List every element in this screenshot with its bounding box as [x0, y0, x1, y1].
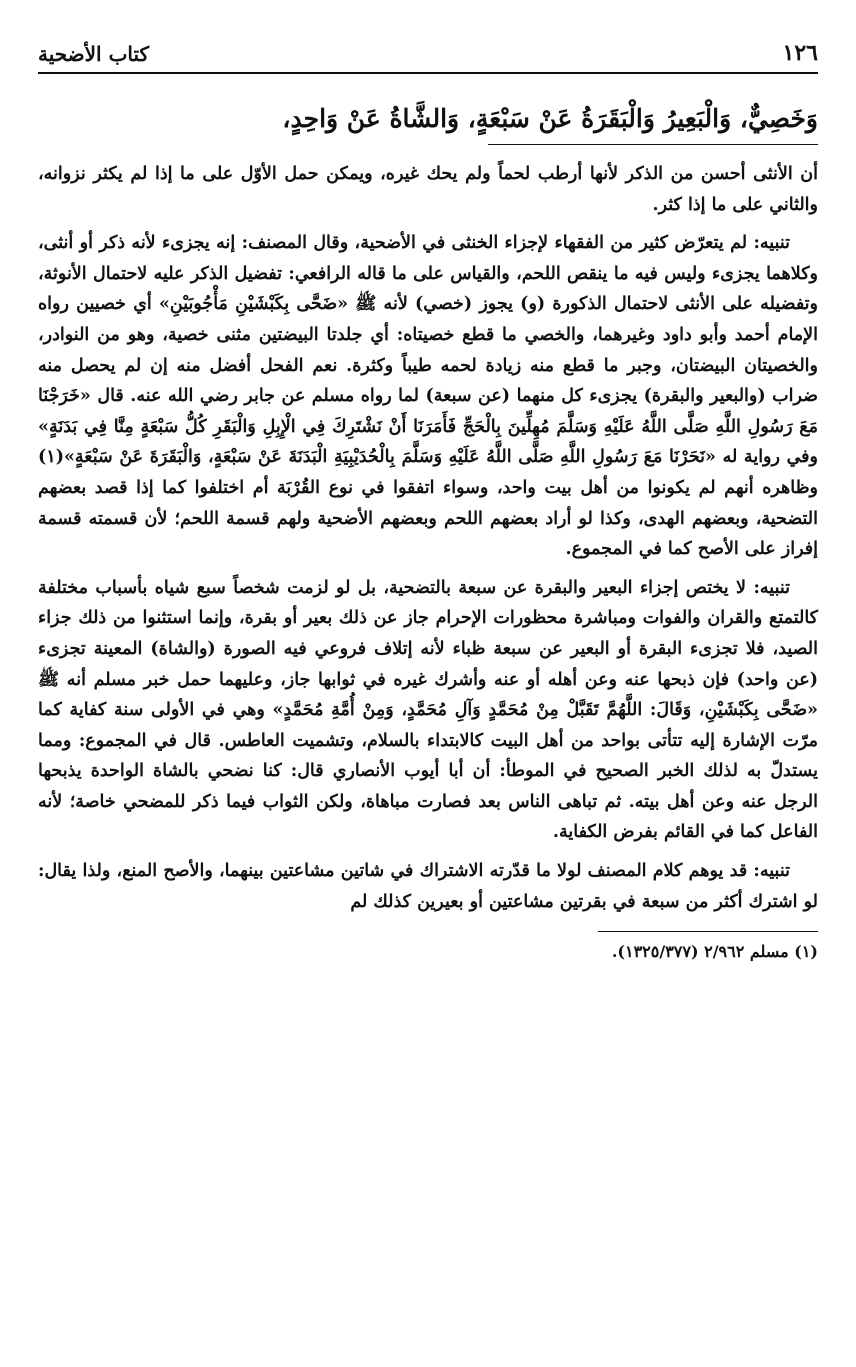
commentary-paragraph-3: تنبيه: لا يختص إجزاء البعير والبقرة عن سبعة بالتضحية، بل لو لزمت شخصاً سبع شياه بأسباب مختلفة كالتمتع والقران والفوات ومباشرة محظورات الإحرام جاز عن ذلك بعير أو بقرة، وإنما استثنوا من ذلك جزاء الصيد، فلا تجزىء البقرة أو البعير عن سبعة ظباء لأنه إتلاف فروعي فيه الصورة (والشاة) المعينة تجزىء (عن واحد) فإن ذبحها عنه وعن أهله أو عنه وأشرك غيره في ثوابها جاز، وعليهما حمل خبر مسلم أنه ﷺ «ضَحَّى بِكَبْشَيْنِ، وَقَالَ: اللَّهُمَّ تَقَبَّلْ مِنْ مُحَمَّدٍ وَآلِ مُحَمَّدٍ، وَمِنْ أُمَّةِ مُحَمَّدٍ» وهي في الأولى سنة كفاية كما مرّت الإشارة إليه تتأتى بواحد من أهل البيت كالابتداء بالسلام، وتشميت العاطس. قال في المجموع: ومما يستدلّ به لذلك الخبر الصحيح في الموطأ: أن أبا أيوب الأنصاري قال: كنا نضحي بالشاة الواحدة يذبحها الرجل عنه وعن أهل بيته. ثم تباهى الناس بعد فصارت مباهاة، ولكن الثواب فيما ذكر للمضحي خاصة؛ لأنه الفاعل كما في القائم بفرض الكفاية. — [38, 577, 818, 843]
commentary-paragraph-4: تنبيه: قد يوهم كلام المصنف لولا ما قدّرته الاشتراك في شاتين مشاعتين بينهما، والأصح المنع، ولذا يقال: لو اشترك أكثر من سبعة في بقرتين مشاعتين أو بعيرين كذلك لم — [38, 861, 818, 912]
matn-divider — [488, 144, 818, 145]
running-header — [38, 40, 818, 74]
page-number: ١٢٦ — [782, 40, 818, 66]
matn-block — [38, 96, 818, 145]
commentary-paragraph-2: تنبيه: لم يتعرّض كثير من الفقهاء لإجزاء الخنثى في الأضحية، وقال المصنف: إنه يجزىء لأنه ذكر أو أنثى، وكلاهما يجزىء وليس فيه ما ينقص اللحم، والقياس على ما قاله الرافعي: تفضيل الذكر عليه لاحتمال الأنوثة، وتفضيله على الأنثى لاحتمال الذكورة (و) يجوز (خصي) لأنه ﷺ «ضَحَّى بِكَبْشَيْنِ مَأْجُوبَيْنِ» أي خصيين رواه الإمام أحمد وأبو داود وغيرهما، والخصي ما قطع خصيتاه: أي جلدتا البيضتين مثنى خصية، وهو من النوادر، والخصيتان البيضتان، وجبر ما قطع منه زيادة لحمه طيباً وكثرة. نعم الفحل أفضل منه إن لم يحصل منه ضراب (والبعير والبقرة) يجزىء كل منهما (عن سبعة) لما رواه مسلم عن جابر رضي الله عنه. قال «خَرَجْنَا مَعَ رَسُولِ اللَّهِ صَلَّى اللَّهُ عَلَيْهِ وَسَلَّمَ مُهِلِّينَ بِالْحَجِّ فَأَمَرَنَا أَنْ نَشْتَرِكَ فِي الْإِبِلِ وَالْبَقَرِ كُلُّ سَبْعَةٍ مِنَّا فِي بَدَنَةٍ» وفي رواية له «نَحَرْنَا مَعَ رَسُولِ اللَّهِ صَلَّى اللَّهُ عَلَيْهِ وَسَلَّمَ بِالْحُدَيْبِيَةِ الْبَدَنَةَ عَنْ سَبْعَةٍ، وَالْبَقَرَةَ عَنْ سَبْعَةٍ»(١) وظاهره أنهم لم يكونوا من أهل بيت واحد، وسواء اتفقوا في نوع القُرْبَة أم اختلفوا كما إذا قصد بعضهم التضحية، وبعضهم الهدى، وكذا لو أراد بعضهم اللحم وبعضهم الأضحية ولهم قسمة اللحم؛ لأن قسمته قسمة إفراز على الأصح كما في المجموع. — [38, 233, 818, 560]
matn-text: وَخَصِيٌّ، وَالْبَعِيرُ وَالْبَقَرَةُ عَنْ سَبْعَةٍ، وَالشَّاةُ عَنْ وَاحِدٍ، — [282, 104, 818, 133]
footnote-divider — [598, 931, 818, 932]
commentary-paragraph-1: أن الأنثى أحسن من الذكر لأنها أرطب لحماً ولم يحك غيره، ويمكن حمل الأوّل على ما إذا لم يكثر نزوانه، والثاني على ما إذا كثر. — [38, 164, 818, 215]
book-title: كتاب الأضحية — [38, 42, 150, 66]
footnote: (١) مسلم ٢/٩٦٢ (١٣٢٥/٣٧٧). — [611, 942, 818, 962]
